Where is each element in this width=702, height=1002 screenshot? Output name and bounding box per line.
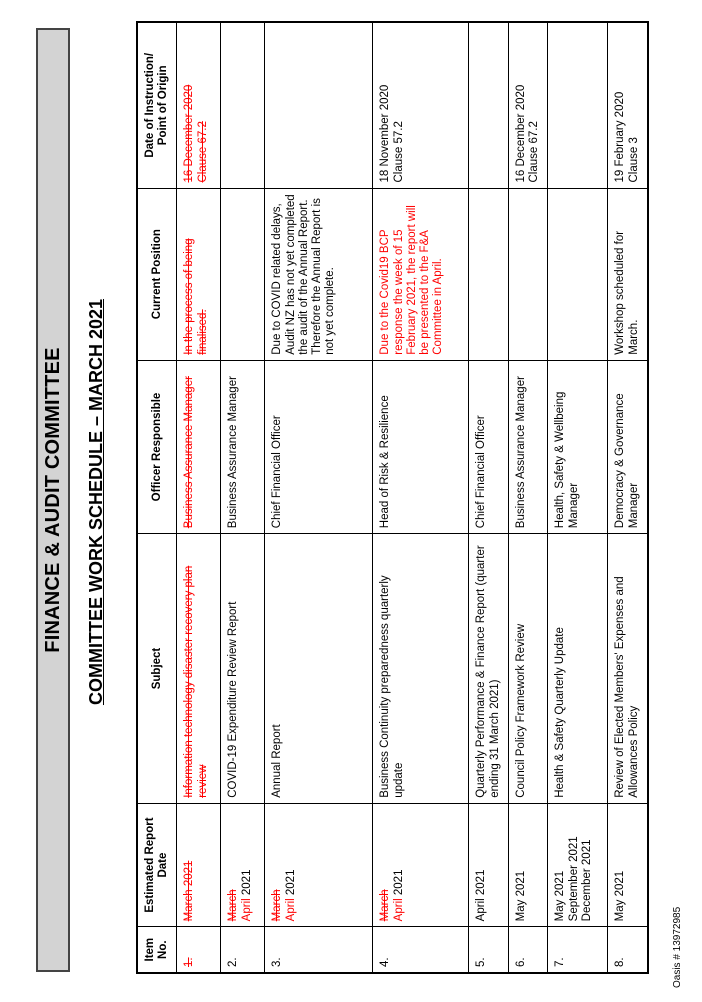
- current-position: In the process of being finalised.: [177, 188, 221, 360]
- report-date: March 2021: [177, 803, 221, 927]
- table-row: [508, 22, 547, 973]
- officer: Business Assurance Manager: [177, 360, 221, 533]
- current-position: [508, 188, 547, 360]
- origin: 18 November 2020 Clause 57.2: [373, 22, 469, 188]
- subject: COVID-19 Expenditure Review Report: [221, 534, 265, 804]
- subject: Annual Report: [265, 534, 373, 804]
- current-position: [221, 188, 265, 360]
- table-row: [548, 22, 608, 973]
- header-subject: Subject: [137, 534, 177, 804]
- officer: Democracy & Governance Manager: [608, 360, 648, 533]
- report-date: May 2021: [608, 803, 648, 927]
- report-date: May 2021 September 2021 December 2021: [548, 803, 608, 927]
- header-current-position: Current Position: [137, 188, 177, 360]
- report-date: March April 2021: [373, 803, 469, 927]
- origin: 19 February 2020 Clause 3: [608, 22, 648, 188]
- current-position: Due to COVID related delays, Audit NZ has not yet completed the audit of the Annual Report. Therefore the Annual Report is not yet complete.: [265, 188, 373, 360]
- officer: Chief Financial Officer: [469, 360, 508, 533]
- schedule-subtitle: COMMITTEE WORK SCHEDULE – MARCH 2021: [86, 298, 106, 706]
- subject: Quarterly Performance & Finance Report (quarter ending 31 March 2021): [469, 534, 508, 804]
- origin: [469, 22, 508, 188]
- current-position: Due to the Covid19 BCP response the week of 15 February 2021, the report will be presented to the F&A Committee in April.: [373, 188, 469, 360]
- current-position: [548, 188, 608, 360]
- origin: [548, 22, 608, 188]
- origin: 16 December 2020 Clause 67.2: [508, 22, 547, 188]
- current-position: [469, 188, 508, 360]
- table-row: [221, 22, 265, 973]
- header-item-no: Item No.: [137, 927, 177, 973]
- committee-title: FINANCE & AUDIT COMMITTEE: [41, 347, 64, 653]
- item-number: 2.: [221, 927, 265, 973]
- origin: [221, 22, 265, 188]
- item-number: 8.: [608, 927, 648, 973]
- table-header-row: [137, 22, 177, 973]
- current-position: Workshop scheduled for March.: [608, 188, 648, 360]
- subject: Health & Safety Quarterly Update: [548, 534, 608, 804]
- item-number: 7.: [548, 927, 608, 973]
- origin: 16 December 2020 Clause 67.2: [177, 22, 221, 188]
- origin: [265, 22, 373, 188]
- table-row: [608, 22, 648, 973]
- officer: Business Assurance Manager: [221, 360, 265, 533]
- officer: Head of Risk & Resilience: [373, 360, 469, 533]
- report-date: March April 2021: [265, 803, 373, 927]
- subject: Business Continuity preparedness quarterly update: [373, 534, 469, 804]
- item-number: 1.: [177, 927, 221, 973]
- item-number: 3.: [265, 927, 373, 973]
- header-report-date: Estimated Report Date: [137, 803, 177, 927]
- report-date: April 2021: [469, 803, 508, 927]
- item-number: 5.: [469, 927, 508, 973]
- officer: Chief Financial Officer: [265, 360, 373, 533]
- header-origin: Date of Instruction/ Point of Origin: [137, 22, 177, 188]
- report-date: May 2021: [508, 803, 547, 927]
- item-number: 4.: [373, 927, 469, 973]
- table-row: [373, 22, 469, 973]
- table-row: [177, 22, 221, 973]
- header-officer: Officer Responsible: [137, 360, 177, 533]
- officer: Health, Safety & Wellbeing Manager: [548, 360, 608, 533]
- item-number: 6.: [508, 927, 547, 973]
- table-row: [265, 22, 373, 973]
- subject: Information technology disaster recovery plan review: [177, 534, 221, 804]
- work-schedule-table: [136, 21, 649, 974]
- subject: Council Policy Framework Review: [508, 534, 547, 804]
- officer: Business Assurance Manager: [508, 360, 547, 533]
- subject: Review of Elected Members' Expenses and Allowances Policy: [608, 534, 648, 804]
- table-row: [469, 22, 508, 973]
- document-reference: Oasis # 13972985: [672, 906, 683, 988]
- committee-title-banner: [36, 28, 70, 972]
- report-date: March April 2021: [221, 803, 265, 927]
